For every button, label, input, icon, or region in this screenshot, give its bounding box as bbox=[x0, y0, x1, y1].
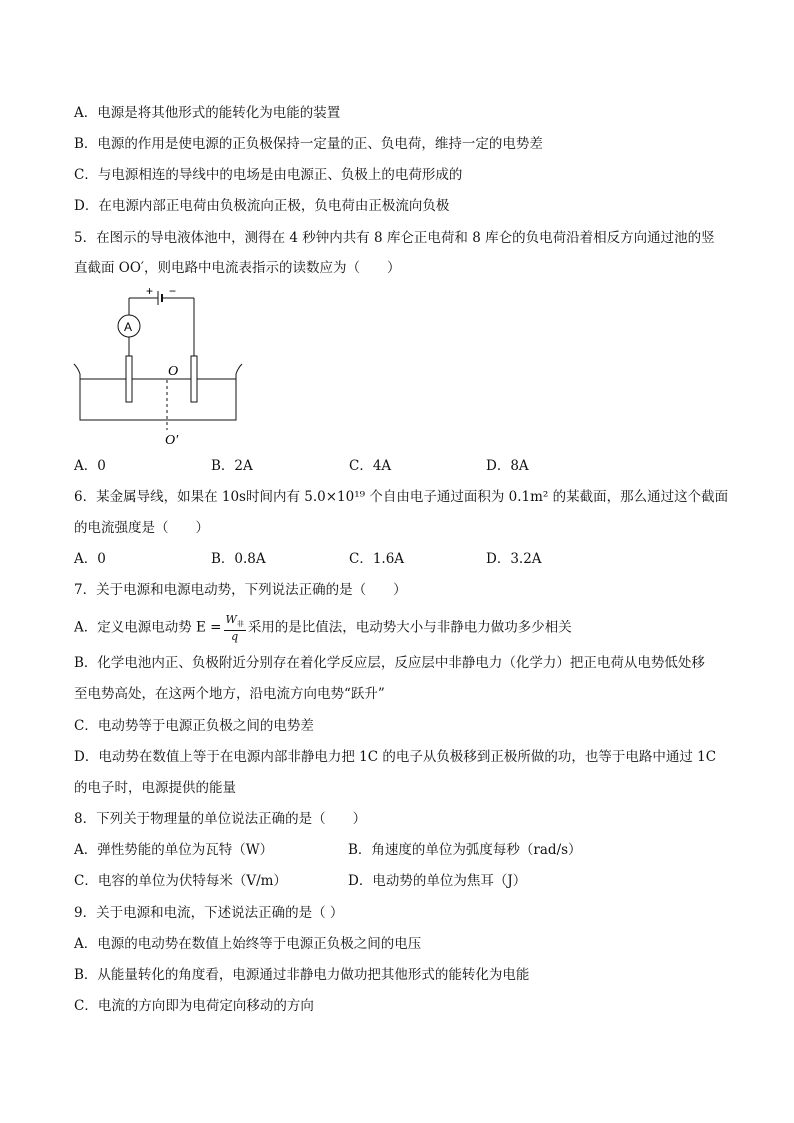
q6-option-b: B．0.8A bbox=[211, 551, 266, 567]
q7-option-d-line2: 的电子时，电源提供的能量 bbox=[74, 780, 236, 796]
q7-option-b-line2: 至电势高处，在这两个地方，沿电流方向电势“跃升” bbox=[74, 686, 385, 702]
q5-option-c: C．4A bbox=[349, 458, 392, 474]
q8-stem: 8．下列关于物理量的单位说法正确的是（ ） bbox=[74, 811, 367, 827]
q9-option-c: C．电流的方向即为电荷定向移动的方向 bbox=[74, 998, 314, 1014]
label-o: O bbox=[168, 364, 179, 379]
q8-options-row2 bbox=[74, 871, 714, 891]
q9-stem: 9．关于电源和电流，下述说法正确的是（ ） bbox=[74, 905, 344, 921]
q8-option-d: D．电动势的单位为焦耳（J） bbox=[348, 873, 527, 889]
emf-fraction-denominator: q bbox=[231, 630, 239, 644]
q6-stem-line1: 6．某金属导线，如果在 10s时间内有 5.0×10¹⁹ 个自由电子通过面积为 0.1m² 的某截面，那么通过这个截面 bbox=[74, 489, 729, 505]
q5-option-d: D．8A bbox=[486, 458, 529, 474]
q7-option-a-pre: A．定义电源电动势 E = bbox=[74, 619, 222, 636]
ammeter-label: A bbox=[124, 320, 133, 334]
q7-option-a-post: 采用的是比值法，电动势大小与非静电力做功多少相关 bbox=[247, 619, 572, 636]
q6-option-c: C．1.6A bbox=[349, 551, 405, 567]
emf-fraction bbox=[224, 614, 246, 642]
label-o-prime: O′ bbox=[165, 433, 179, 448]
q9-option-a: A．电源的电动势在数值上始终等于电源正负极之间的电压 bbox=[74, 936, 422, 952]
q5-option-a: A．0 bbox=[74, 458, 106, 474]
tank-outline bbox=[74, 364, 242, 420]
q9-option-b: B．从能量转化的角度看，电源通过非静电力做功把其他形式的能转化为电能 bbox=[74, 967, 530, 983]
right-electrode bbox=[191, 356, 197, 402]
q5-option-b: B．2A bbox=[211, 458, 253, 474]
q8-option-b: B．角速度的单位为弧度每秒（rad/s） bbox=[348, 842, 582, 858]
q7-option-a bbox=[74, 614, 572, 642]
q8-option-c: C．电容的单位为伏特每米（V/m） bbox=[74, 873, 287, 889]
q4-option-a: A．电源是将其他形式的能转化为电能的装置 bbox=[74, 105, 341, 121]
q6-stem-line2: 的电流强度是（ ） bbox=[74, 520, 209, 536]
q8-options-row1 bbox=[74, 840, 714, 860]
q7-stem: 7．关于电源和电源电动势，下列说法正确的是（ ） bbox=[74, 582, 407, 598]
q6-option-a: A．0 bbox=[74, 551, 106, 567]
q5-stem-line1: 5．在图示的导电液体池中，测得在 4 秒钟内共有 8 库仑正电荷和 8 库仑的负电荷沿着相反方向通过池的竖 bbox=[74, 230, 715, 246]
left-electrode bbox=[126, 356, 132, 402]
q5-stem-line2: 直截面 OO′，则电路中电流表指示的读数应为（ ） bbox=[74, 260, 401, 276]
q8-option-a: A．弹性势能的单位为瓦特（W） bbox=[74, 842, 274, 858]
plus-label: + bbox=[146, 284, 154, 298]
q4-option-c: C．与电源相连的导线中的电场是由电源正、负极上的电荷形成的 bbox=[74, 167, 463, 183]
q4-option-d: D．在电源内部正电荷由负极流向正极，负电荷由正极流向负极 bbox=[74, 198, 450, 214]
q7-option-c: C．电动势等于电源正负极之间的电势差 bbox=[74, 718, 314, 734]
emf-fraction-numerator: $W_非$ bbox=[224, 614, 246, 631]
q7-option-d-line1: D．电动势在数值上等于在电源内部非静电力把 1C 的电子从负极移到正极所做的功，也等于电路中通过 1C bbox=[74, 749, 717, 765]
q6-options bbox=[74, 549, 714, 569]
q7-option-b-line1: B．化学电池内正、负极附近分别存在着化学反应层，反应层中非静电力（化学力）把正电荷从电势低处移 bbox=[74, 655, 705, 671]
q6-option-d: D．3.2A bbox=[486, 551, 542, 567]
minus-label: − bbox=[169, 284, 177, 298]
q4-option-b: B．电源的作用是使电源的正负极保持一定量的正、负电荷，维持一定的电势差 bbox=[74, 136, 543, 152]
q5-options bbox=[74, 456, 714, 476]
electrolytic-cell-diagram bbox=[70, 284, 260, 454]
